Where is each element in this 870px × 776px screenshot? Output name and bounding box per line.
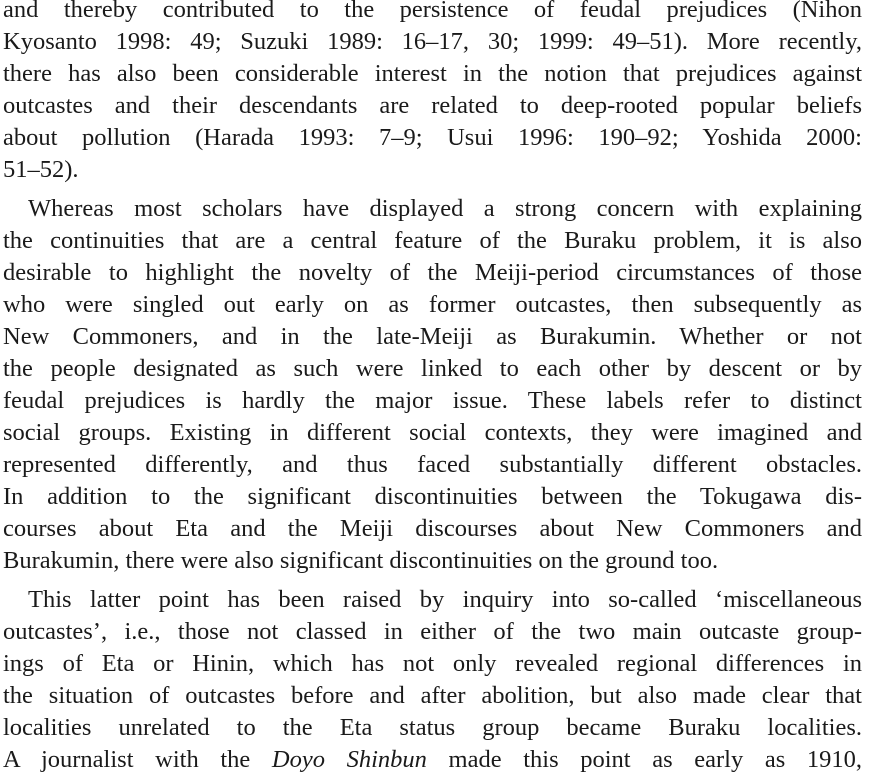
text-line xyxy=(3,744,862,776)
text-line: the situation of outcastes before and after abolition, but also made clear that xyxy=(3,682,862,709)
text-line: outcastes’, i.e., those not classed in either of the two main outcaste group- xyxy=(3,618,862,645)
text-line: courses about Eta and the Meiji discourses about New Commoners and xyxy=(3,515,862,542)
text-line: outcastes and their descendants are related to deep-rooted popular beliefs xyxy=(3,92,862,119)
text-line: the people designated as such were linked to each other by descent or by xyxy=(3,355,862,382)
text-line: Kyosanto 1998: 49; Suzuki 1989: 16–17, 30; 1999: 49–51). More recently, xyxy=(3,28,862,55)
text-line: ings of Eta or Hinin, which has not only revealed regional differences in xyxy=(3,650,862,677)
text-segment: A journalist with the xyxy=(3,746,272,773)
text-line: Burakumin, there were also significant discontinuities on the ground too. xyxy=(3,547,719,574)
text-line: 51–52). xyxy=(3,156,79,183)
document-page xyxy=(3,0,862,776)
publication-title: Doyo Shinbun xyxy=(271,746,427,773)
paragraph-3 xyxy=(3,584,862,776)
paragraph-2 xyxy=(3,193,862,577)
text-line: social groups. Existing in different social contexts, they were imagined and xyxy=(3,419,862,446)
text-line: the continuities that are a central feature of the Buraku problem, it is also xyxy=(3,227,862,254)
paragraph-1 xyxy=(3,0,862,186)
text-line: represented differently, and thus faced substantially different obstacles. xyxy=(3,451,862,478)
text-line: In addition to the significant discontinuities between the Tokugawa dis- xyxy=(3,483,862,510)
text-line: and thereby contributed to the persistence of feudal prejudices (Nihon xyxy=(3,0,862,23)
text-line: who were singled out early on as former outcastes, then subsequently as xyxy=(3,291,862,318)
text-line: about pollution (Harada 1993: 7–9; Usui 1996: 190–92; Yoshida 2000: xyxy=(3,124,862,151)
text-line: desirable to highlight the novelty of the Meiji-period circumstances of those xyxy=(3,259,862,286)
text-line: This latter point has been raised by inquiry into so-called ‘miscellaneous xyxy=(28,586,862,613)
text-segment: made this point as early as 1910, xyxy=(426,746,863,773)
text-line: feudal prejudices is hardly the major issue. These labels refer to distinct xyxy=(3,387,862,414)
text-line: there has also been considerable interest in the notion that prejudices against xyxy=(3,60,862,87)
text-line: localities unrelated to the Eta status group became Buraku localities. xyxy=(3,714,862,741)
text-line: Whereas most scholars have displayed a strong concern with explaining xyxy=(28,195,862,222)
text-line: New Commoners, and in the late-Meiji as Burakumin. Whether or not xyxy=(3,323,862,350)
